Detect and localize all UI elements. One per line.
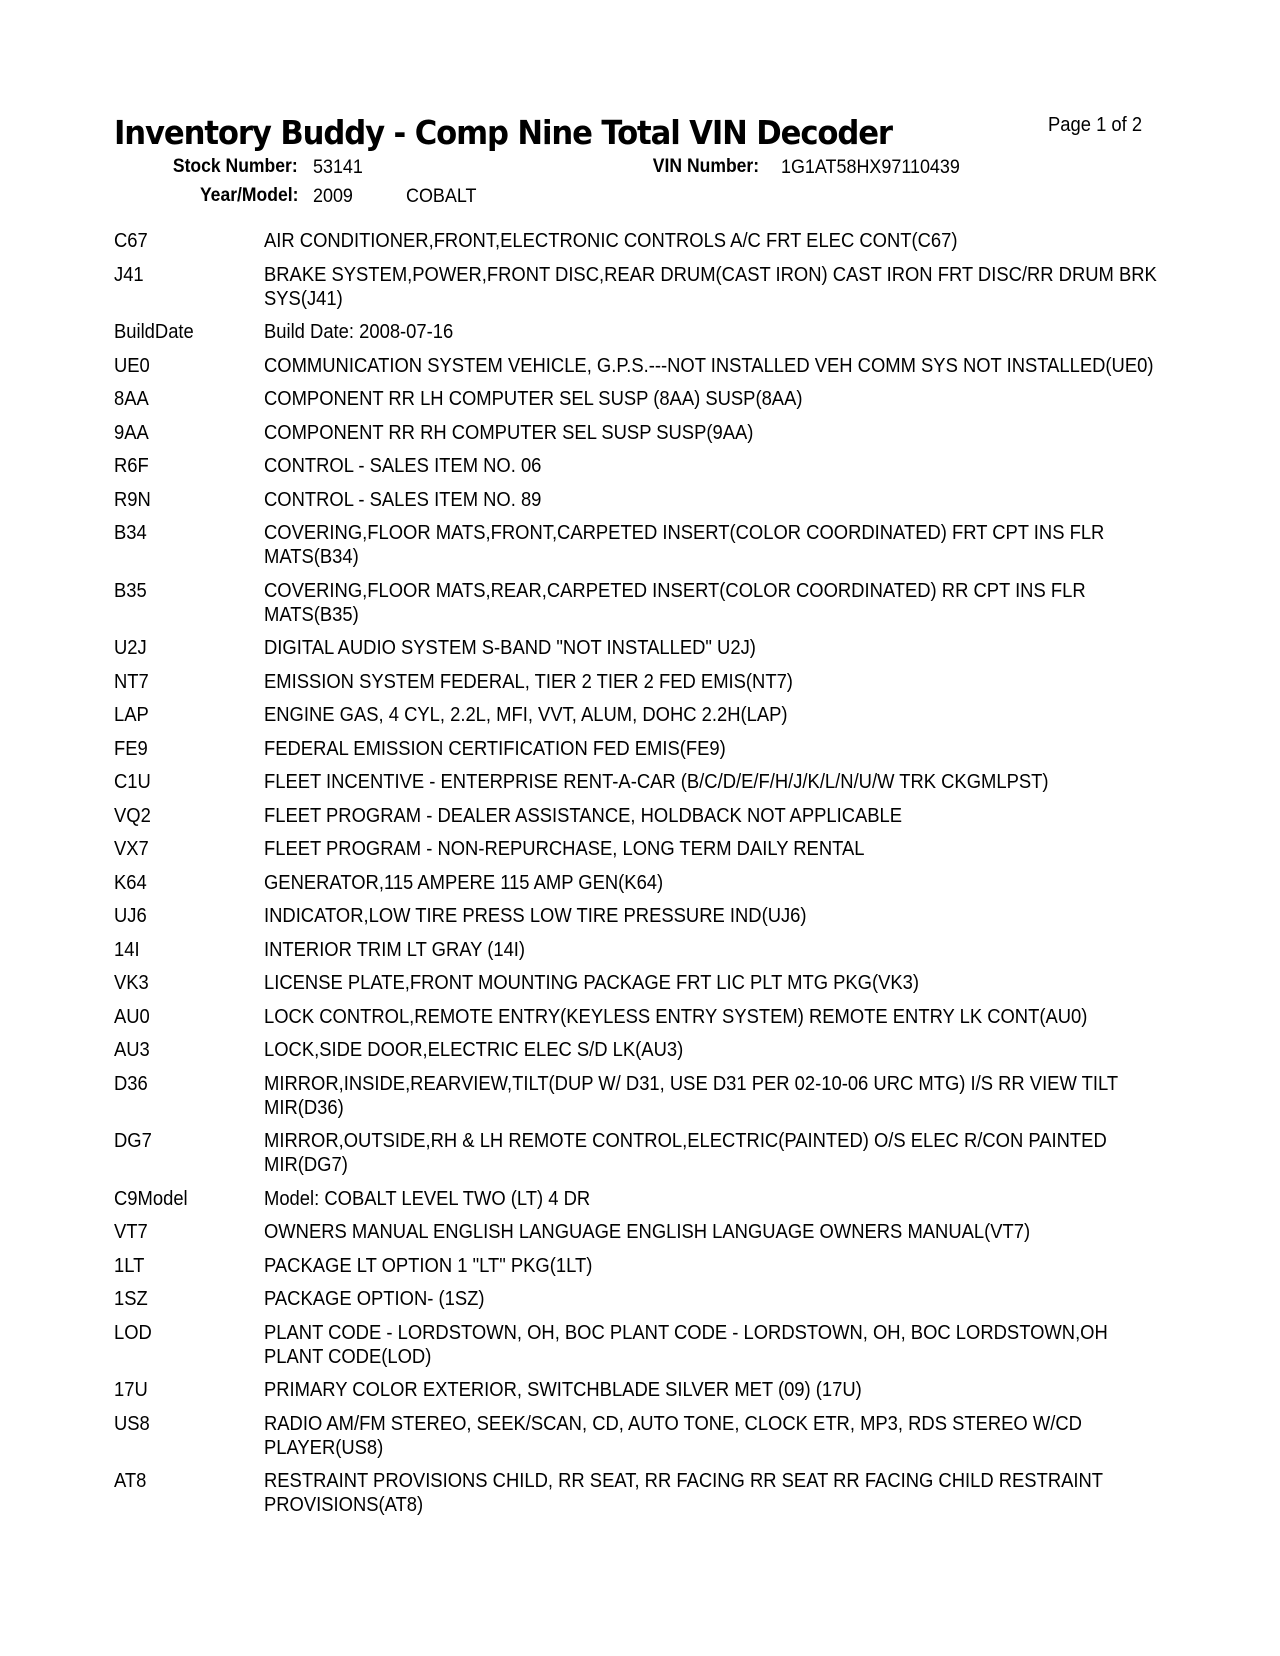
option-description: PLANT CODE - LORDSTOWN, OH, BOC PLANT CODE - LORDSTOWN, OH, BOC LORDSTOWN,OH PLANT CODE(LOD) xyxy=(264,1321,1108,1368)
option-code: 9AA xyxy=(114,421,149,444)
option-code: C9Model xyxy=(114,1187,188,1210)
option-row xyxy=(114,1187,1174,1211)
option-row xyxy=(114,971,1174,995)
option-row xyxy=(114,670,1174,694)
option-code: K64 xyxy=(114,871,147,894)
option-row xyxy=(114,1321,1174,1369)
option-row xyxy=(114,320,1174,344)
option-code: US8 xyxy=(114,1412,150,1435)
option-code: AU3 xyxy=(114,1039,150,1061)
model-value: COBALT xyxy=(406,185,477,207)
option-code: U2J xyxy=(114,637,147,659)
option-description: CONTROL - SALES ITEM NO. 06 xyxy=(264,455,542,477)
option-description: OWNERS MANUAL ENGLISH LANGUAGE ENGLISH LANGUAGE OWNERS MANUAL(VT7) xyxy=(264,1221,1031,1243)
option-description: ENGINE GAS, 4 CYL, 2.2L, MFI, VVT, ALUM, DOHC 2.2H(LAP) xyxy=(264,704,788,726)
option-code: AU0 xyxy=(114,1005,150,1028)
option-row xyxy=(114,1220,1174,1244)
option-row xyxy=(114,229,1174,253)
option-description: LOCK,SIDE DOOR,ELECTRIC ELEC S/D LK(AU3) xyxy=(264,1039,684,1061)
option-code: VK3 xyxy=(114,972,149,994)
option-code: UE0 xyxy=(114,354,150,377)
option-code: NT7 xyxy=(114,670,149,693)
option-code: FE9 xyxy=(114,737,148,760)
option-code: 17U xyxy=(114,1379,148,1401)
option-description: PRIMARY COLOR EXTERIOR, SWITCHBLADE SILVER MET (09) (17U) xyxy=(264,1379,862,1401)
option-code: UJ6 xyxy=(114,905,147,927)
option-code: LAP xyxy=(114,704,149,726)
option-code: 1LT xyxy=(114,1254,145,1277)
option-row xyxy=(114,770,1174,794)
option-description: LICENSE PLATE,FRONT MOUNTING PACKAGE FRT LIC PLT MTG PKG(VK3) xyxy=(264,972,920,994)
option-code: R9N xyxy=(114,488,151,511)
option-description: Model: COBALT LEVEL TWO (LT) 4 DR xyxy=(264,1187,591,1210)
option-description: RESTRAINT PROVISIONS CHILD, RR SEAT, RR FACING RR SEAT RR FACING CHILD RESTRAINT PROVISIONS(AT8) xyxy=(264,1470,1103,1516)
option-description: DIGITAL AUDIO SYSTEM S-BAND "NOT INSTALLED" U2J) xyxy=(264,637,756,659)
option-code-list xyxy=(114,229,1174,1527)
option-description: MIRROR,INSIDE,REARVIEW,TILT(DUP W/ D31, USE D31 PER 02-10-06 URC MTG) I/S RR VIEW TILT MIR(D36) xyxy=(264,1072,1118,1119)
option-row xyxy=(114,904,1174,928)
option-row xyxy=(114,1254,1174,1278)
option-row xyxy=(114,354,1174,378)
option-description: GENERATOR,115 AMPERE 115 AMP GEN(K64) xyxy=(264,871,664,894)
option-row xyxy=(114,263,1174,311)
report-title: Inventory Buddy - Comp Nine Total VIN Decoder xyxy=(114,113,892,152)
option-row xyxy=(114,837,1174,861)
option-code: D36 xyxy=(114,1072,148,1095)
option-description: RADIO AM/FM STEREO, SEEK/SCAN, CD, AUTO TONE, CLOCK ETR, MP3, RDS STEREO W/CD PLAYER(US8) xyxy=(264,1412,1082,1459)
stock-number-label: Stock Number: xyxy=(173,155,298,177)
option-description: COMPONENT RR RH COMPUTER SEL SUSP SUSP(9AA) xyxy=(264,421,754,444)
option-row xyxy=(114,1005,1174,1029)
option-description: FLEET INCENTIVE - ENTERPRISE RENT-A-CAR (B/C/D/E/F/H/J/K/L/N/U/W TRK CKGMLPST) xyxy=(264,771,1049,793)
option-row xyxy=(114,579,1174,627)
option-code: C67 xyxy=(114,230,148,252)
year-value: 2009 xyxy=(313,185,353,207)
option-code: DG7 xyxy=(114,1130,152,1152)
option-description: FEDERAL EMISSION CERTIFICATION FED EMIS(FE9) xyxy=(264,737,726,760)
option-description: COMPONENT RR LH COMPUTER SEL SUSP (8AA) SUSP(8AA) xyxy=(264,388,803,410)
stock-number-value: 53141 xyxy=(313,156,363,178)
option-description: FLEET PROGRAM - NON-REPURCHASE, LONG TERM DAILY RENTAL xyxy=(264,838,865,860)
option-description: PACKAGE OPTION- (1SZ) xyxy=(264,1288,485,1310)
option-code: C1U xyxy=(114,771,151,793)
option-row xyxy=(114,1469,1174,1517)
option-row xyxy=(114,454,1174,478)
option-row xyxy=(114,1287,1174,1311)
option-code: 14I xyxy=(114,938,140,961)
option-row xyxy=(114,737,1174,761)
option-row xyxy=(114,938,1174,962)
option-code: 8AA xyxy=(114,388,149,410)
option-description: BRAKE SYSTEM,POWER,FRONT DISC,REAR DRUM(CAST IRON) CAST IRON FRT DISC/RR DRUM BRK SYS(J41) xyxy=(264,263,1157,310)
option-row xyxy=(114,521,1174,569)
option-code: LOD xyxy=(114,1321,152,1344)
option-description: CONTROL - SALES ITEM NO. 89 xyxy=(264,488,542,511)
option-code: BuildDate xyxy=(114,321,194,343)
option-row xyxy=(114,1038,1174,1062)
option-row xyxy=(114,636,1174,660)
option-code: B34 xyxy=(114,522,147,544)
option-row xyxy=(114,488,1174,512)
option-description: EMISSION SYSTEM FEDERAL, TIER 2 TIER 2 FED EMIS(NT7) xyxy=(264,670,793,693)
vin-number-label: VIN Number: xyxy=(652,155,759,177)
option-row xyxy=(114,387,1174,411)
option-row xyxy=(114,1412,1174,1460)
option-code: VX7 xyxy=(114,838,149,860)
option-code: B35 xyxy=(114,579,147,602)
option-code: AT8 xyxy=(114,1470,147,1492)
page-indicator: Page 1 of 2 xyxy=(1048,114,1143,136)
option-description: FLEET PROGRAM - DEALER ASSISTANCE, HOLDBACK NOT APPLICABLE xyxy=(264,804,903,827)
option-description: COVERING,FLOOR MATS,FRONT,CARPETED INSERT(COLOR COORDINATED) FRT CPT INS FLR MATS(B34) xyxy=(264,522,1105,568)
option-description: INTERIOR TRIM LT GRAY (14I) xyxy=(264,938,526,961)
option-description: PACKAGE LT OPTION 1 "LT" PKG(1LT) xyxy=(264,1254,593,1277)
option-description: INDICATOR,LOW TIRE PRESS LOW TIRE PRESSURE IND(UJ6) xyxy=(264,905,807,927)
option-code: J41 xyxy=(114,263,144,286)
option-code: 1SZ xyxy=(114,1288,148,1310)
option-row xyxy=(114,421,1174,445)
option-description: COVERING,FLOOR MATS,REAR,CARPETED INSERT(COLOR COORDINATED) RR CPT INS FLR MATS(B35) xyxy=(264,579,1086,626)
option-description: MIRROR,OUTSIDE,RH & LH REMOTE CONTROL,ELECTRIC(PAINTED) O/S ELEC R/CON PAINTED MIR(DG7) xyxy=(264,1130,1107,1176)
option-code: VT7 xyxy=(114,1221,148,1243)
option-description: AIR CONDITIONER,FRONT,ELECTRONIC CONTROLS A/C FRT ELEC CONT(C67) xyxy=(264,230,958,252)
vin-number-value: 1G1AT58HX97110439 xyxy=(781,156,960,178)
option-row xyxy=(114,871,1174,895)
year-model-label: Year/Model: xyxy=(199,184,298,206)
option-row xyxy=(114,703,1174,727)
option-code: R6F xyxy=(114,455,149,477)
option-description: COMMUNICATION SYSTEM VEHICLE, G.P.S.---NOT INSTALLED VEH COMM SYS NOT INSTALLED(UE0) xyxy=(264,354,1154,377)
option-description: Build Date: 2008-07-16 xyxy=(264,321,454,343)
option-row xyxy=(114,1378,1174,1402)
option-row xyxy=(114,1072,1174,1120)
option-description: LOCK CONTROL,REMOTE ENTRY(KEYLESS ENTRY SYSTEM) REMOTE ENTRY LK CONT(AU0) xyxy=(264,1005,1088,1028)
option-code: VQ2 xyxy=(114,804,151,827)
option-row xyxy=(114,1129,1174,1177)
option-row xyxy=(114,804,1174,828)
